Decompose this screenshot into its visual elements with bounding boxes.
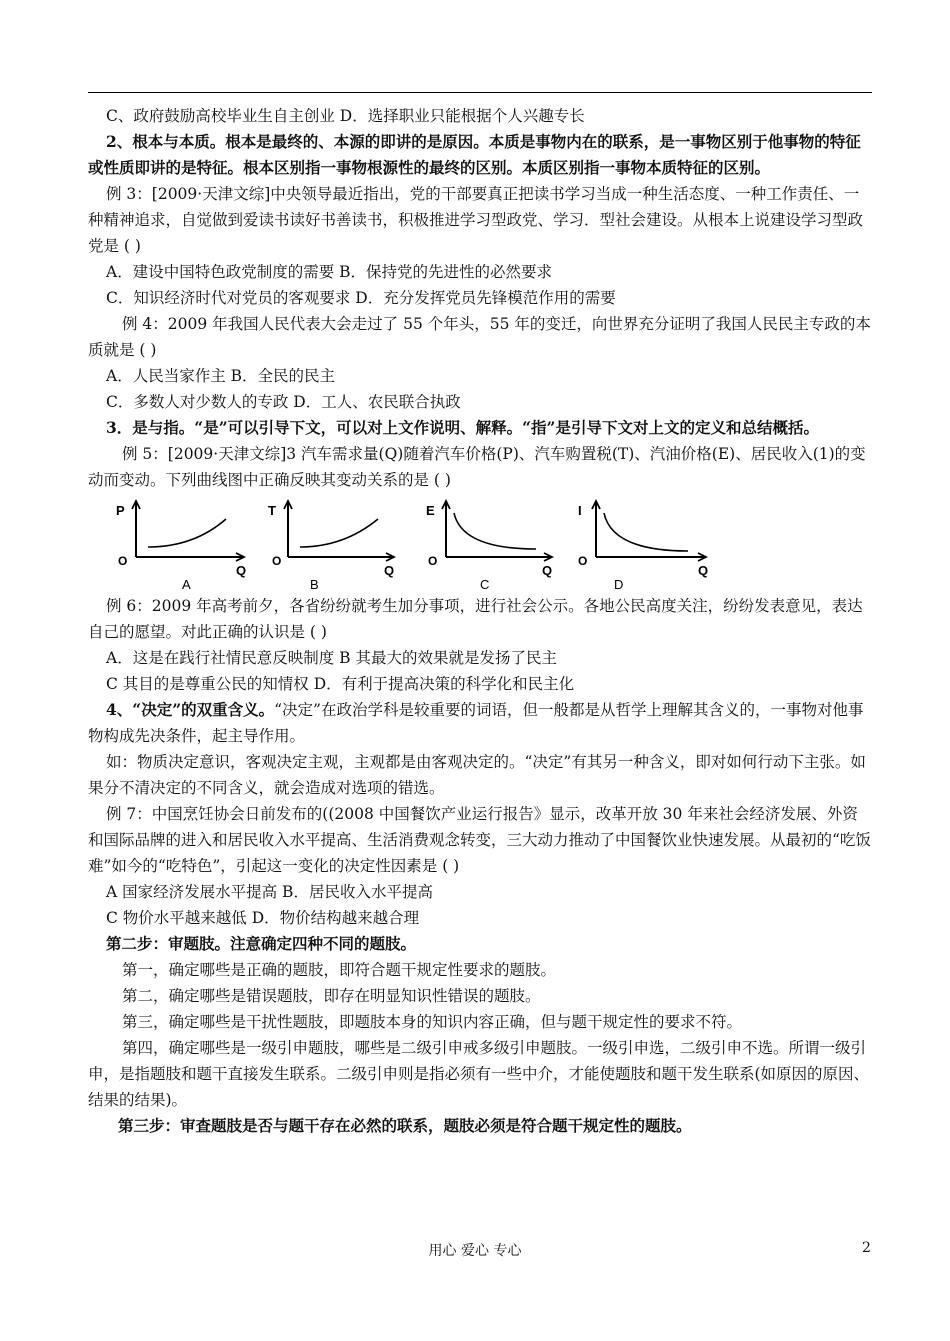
origin-label: O: [578, 554, 588, 568]
option-line: A．这是在践行社情民意反映制度 B 其最大的效果就是发扬了民主: [106, 649, 557, 667]
demand-curve: [148, 519, 226, 547]
origin-label: O: [272, 554, 282, 568]
demand-curve: [300, 519, 378, 547]
option-line: C 物价水平越来越低 D．物价结构越来越合理: [106, 909, 420, 927]
demand-curve: [454, 513, 536, 549]
heading-4-text: “决定”在政治学科是较重要的词语，但一般都是从哲学上理解其含义的，一事物对他事物构成先决条件，起主导作用。: [88, 701, 864, 745]
step-two-heading: 第二步：审题肢。注意确定四种不同的题肢。: [106, 934, 417, 953]
heading-4-bold: 4、“决定”的双重含义。: [106, 700, 275, 719]
footer-motto: 用心 爱心 专心: [428, 1243, 522, 1259]
header-rule: [88, 92, 872, 93]
example-4: 例 4：2009 年我国人民代表大会走过了 55 个年头，55 年的变迁，向世界充分证明了我国人民民主专政的本质就是 ( ): [88, 315, 871, 359]
example-3: 例 3：[2009·天津文综]中央领导最近指出，党的干部要真正把读书学习当成一种生活态度、一种工作责任、一种精神追求，自觉做到爱读书读好书善读书，积极推进学习型政党、学习．型社会建设。从根本上说建设学习型政党是 ( ): [88, 185, 864, 255]
paragraph: 如：物质决定意识，客观决定主观，主观都是由客观决定的。“决定”有其另一种含义，即对如何行动下主张。如果分不清决定的不同含义，就会造成对选项的错选。: [88, 753, 866, 797]
graph-b: [266, 497, 416, 593]
curve-graphs: [88, 497, 872, 593]
graph-label: A: [182, 577, 191, 592]
section-heading: 3．是与指。“是”可以引导下文，可以对上文作说明、解释。“指”是引导下文对上文的定义和总结概括。: [106, 418, 819, 437]
graph-d: [572, 497, 722, 593]
graph-label: D: [614, 577, 624, 592]
option-line: A．建设中国特色政党制度的需要 B．保持党的先进性的必然要求: [106, 263, 553, 281]
option-line: A 国家经济发展水平提高 B．居民收入水平提高: [106, 883, 433, 901]
step-item: 第三，确定哪些是干扰性题肢，即题肢本身的知识内容正确，但与题干规定性的要求不符。: [122, 1013, 743, 1031]
section-heading-4: [88, 697, 872, 749]
x-axis-label: Q: [384, 563, 395, 578]
origin-label: O: [428, 554, 438, 568]
y-axis-label: T: [268, 503, 276, 518]
step-item: 第一，确定哪些是正确的题肢，即符合题干规定性要求的题肢。: [122, 961, 557, 979]
y-axis-label: I: [578, 503, 582, 518]
option-line: C、政府鼓励高校毕业生自主创业 D．选择职业只能根据个人兴趣专长: [106, 107, 585, 125]
y-axis-label: P: [116, 503, 125, 518]
example-5: 例 5：[2009·天津文综]3 汽车需求量(Q)随着汽车价格(P)、汽车购置税(T)、汽油价格(E)、居民收入(1)的变动而变动。下列曲线图中正确反映其变动关系的是 ( ): [88, 445, 866, 489]
demand-curve: [604, 513, 688, 551]
example-7: 例 7：中国烹饪协会日前发布的((2008 中国餐饮产业运行报告》显示，改革开放 30 年来社会经济发展、外资和国际品牌的进入和居民收入水平提高、生活消费观念转变，三大动力推动了中国餐饮业快速发展。从最初的“吃饭难”如今的“吃特色”，引起这一变化的决定性因素是 ( ): [88, 805, 871, 875]
option-line: A．人民当家作主 B．全民的民主: [106, 367, 336, 385]
step-item: 第二，确定哪些是错误题肢，即存在明显知识性错误的题肢。: [122, 987, 541, 1005]
example-6: 例 6：2009 年高考前夕，各省纷纷就考生加分事项，进行社会公示。各地公民高度关注，纷纷发表意见，表达自己的愿望。对此正确的认识是 ( ): [88, 597, 863, 641]
x-axis-label: Q: [542, 563, 553, 578]
section-heading: 2、根本与本质。根本是最终的、本源的即讲的是原因。本质是事物内在的联系，是一事物区别于他事物的特征或性质即讲的是特征。根本区别指一事物根源性的最终的区别。本质区别指一事物本质特征的区别。: [88, 132, 861, 177]
y-axis-label: E: [426, 503, 435, 518]
x-axis-label: Q: [236, 563, 247, 578]
graph-a: [114, 497, 264, 593]
step-three-heading: 第三步：审查题肢是否与题干存在必然的联系，题肢必须是符合题干规定性的题肢。: [118, 1116, 692, 1135]
graph-label: C: [480, 577, 490, 592]
page-content: [88, 103, 872, 1139]
page-number: 2: [862, 1240, 871, 1256]
option-line: C 其目的是尊重公民的知情权 D．有利于提高决策的科学化和民主化: [106, 675, 575, 693]
step-item: 第四，确定哪些是一级引申题肢，哪些是二级引申戒多级引申题肢。一级引申选，二级引申不选。所谓一级引申，是指题肢和题干直接发生联系。二级引申则是指必须有一些中介，才能使题肢和题干发生联系(如原因的原因、结果的结果)。: [88, 1039, 870, 1109]
option-line: C．多数人对少数人的专政 D．工人、农民联合执政: [106, 393, 461, 411]
option-line: C．知识经济时代对党员的客观要求 D．充分发挥党员先锋模范作用的需要: [106, 289, 616, 307]
graph-label: B: [310, 577, 319, 592]
x-axis-label: Q: [698, 563, 709, 578]
graph-c: [418, 497, 568, 593]
origin-label: O: [118, 554, 128, 568]
